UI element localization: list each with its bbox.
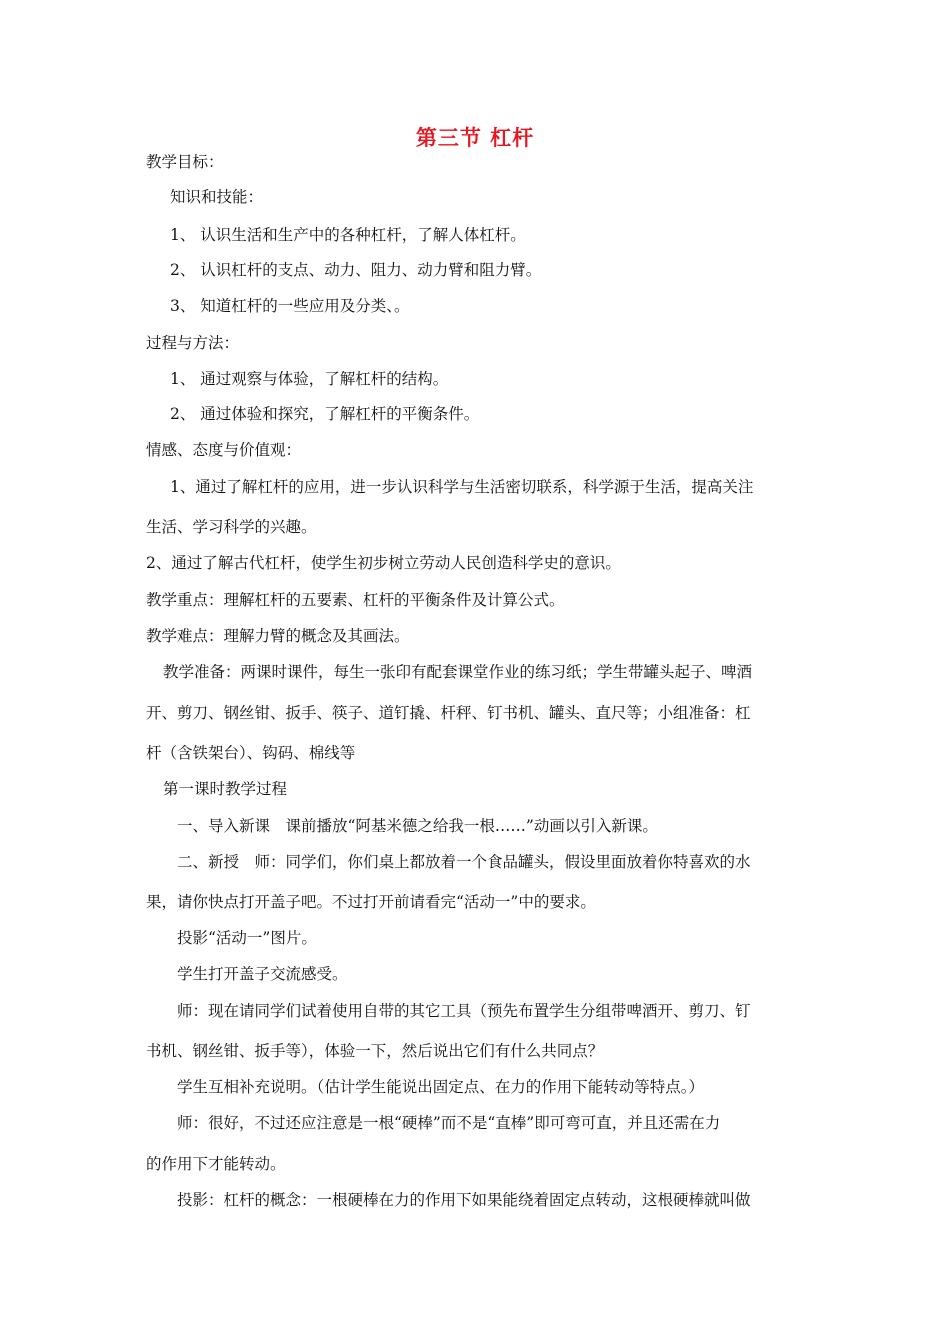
section-heading-lesson-one: 第一课时教学过程	[163, 780, 288, 798]
paragraph-line: 师：很好，不过还应注意是一根“硬棒”而不是“直棒”即可弯可直，并且还需在力	[177, 1114, 721, 1132]
paragraph-line: 一、导入新课 课前播放“阿基米德之给我一根……”动画以引入新课。	[177, 817, 658, 835]
paragraph-line: 的作用下才能转动。	[146, 1155, 286, 1173]
section-heading-process: 过程与方法：	[146, 334, 240, 352]
paragraph-line: 果，请你快点打开盖子吧。不过打开前请看完“活动一”中的要求。	[146, 893, 596, 911]
paragraph-line: 生活、学习科学的兴趣。	[146, 518, 317, 536]
paragraph-line: 杆（含铁架台）、钩码、棉线等	[146, 744, 356, 762]
list-item: 1、 通过观察与体验，了解杠杆的结构。	[170, 370, 449, 388]
paragraph-line: 学生互相补充说明。（估计学生能说出固定点、在力的作用下能转动等特点。）	[177, 1078, 705, 1096]
page-title: 第三节 杠杆	[415, 125, 535, 150]
paragraph-line: 学生打开盖子交流感受。	[177, 965, 348, 983]
list-item: 1、 认识生活和生产中的各种杠杆，了解人体杠杆。	[170, 226, 526, 244]
list-item: 2、 认识杠杆的支点、动力、阻力、动力臂和阻力臂。	[170, 261, 542, 279]
paragraph-line: 2、通过了解古代杠杆，使学生初步树立劳动人民创造科学史的意识。	[146, 554, 621, 572]
paragraph-line: 1、通过了解杠杆的应用，进一步认识科学与生活密切联系，科学源于生活，提高关注	[170, 478, 754, 496]
paragraph-line: 开、剪刀、钢丝钳、扳手、筷子、道钉撬、杆秤、钉书机、罐头、直尺等；小组准备：杠	[146, 704, 751, 722]
paragraph-line: 投影：杠杆的概念：一根硬棒在力的作用下如果能绕着固定点转动，这根硬棒就叫做	[177, 1191, 751, 1209]
list-item: 2、 通过体验和探究，了解杠杆的平衡条件。	[170, 405, 480, 423]
difficult-points: 教学难点：理解力臂的概念及其画法。	[146, 627, 410, 645]
paragraph-line: 书机、钢丝钳、扳手等），体验一下，然后说出它们有什么共同点？	[146, 1042, 604, 1060]
subheading-knowledge-skills: 知识和技能：	[170, 188, 264, 206]
paragraph-line: 投影“活动一”图片。	[177, 929, 317, 947]
list-item: 3、 知道杠杆的一些应用及分类、。	[170, 297, 410, 315]
paragraph-line: 二、新授 师：同学们，你们桌上都放着一个食品罐头，假设里面放着你特喜欢的水	[177, 853, 751, 871]
section-heading-objectives: 教学目标：	[146, 153, 224, 171]
paragraph-line: 教学准备：两课时课件，每生一张印有配套课堂作业的练习纸；学生带罐头起子、啤酒	[163, 663, 753, 681]
section-heading-attitude: 情感、态度与价值观：	[146, 441, 302, 459]
key-points: 教学重点：理解杠杆的五要素、杠杆的平衡条件及计算公式。	[146, 591, 565, 609]
paragraph-line: 师：现在请同学们试着使用自带的其它工具（预先布置学生分组带啤酒开、剪刀、钉	[177, 1002, 751, 1020]
